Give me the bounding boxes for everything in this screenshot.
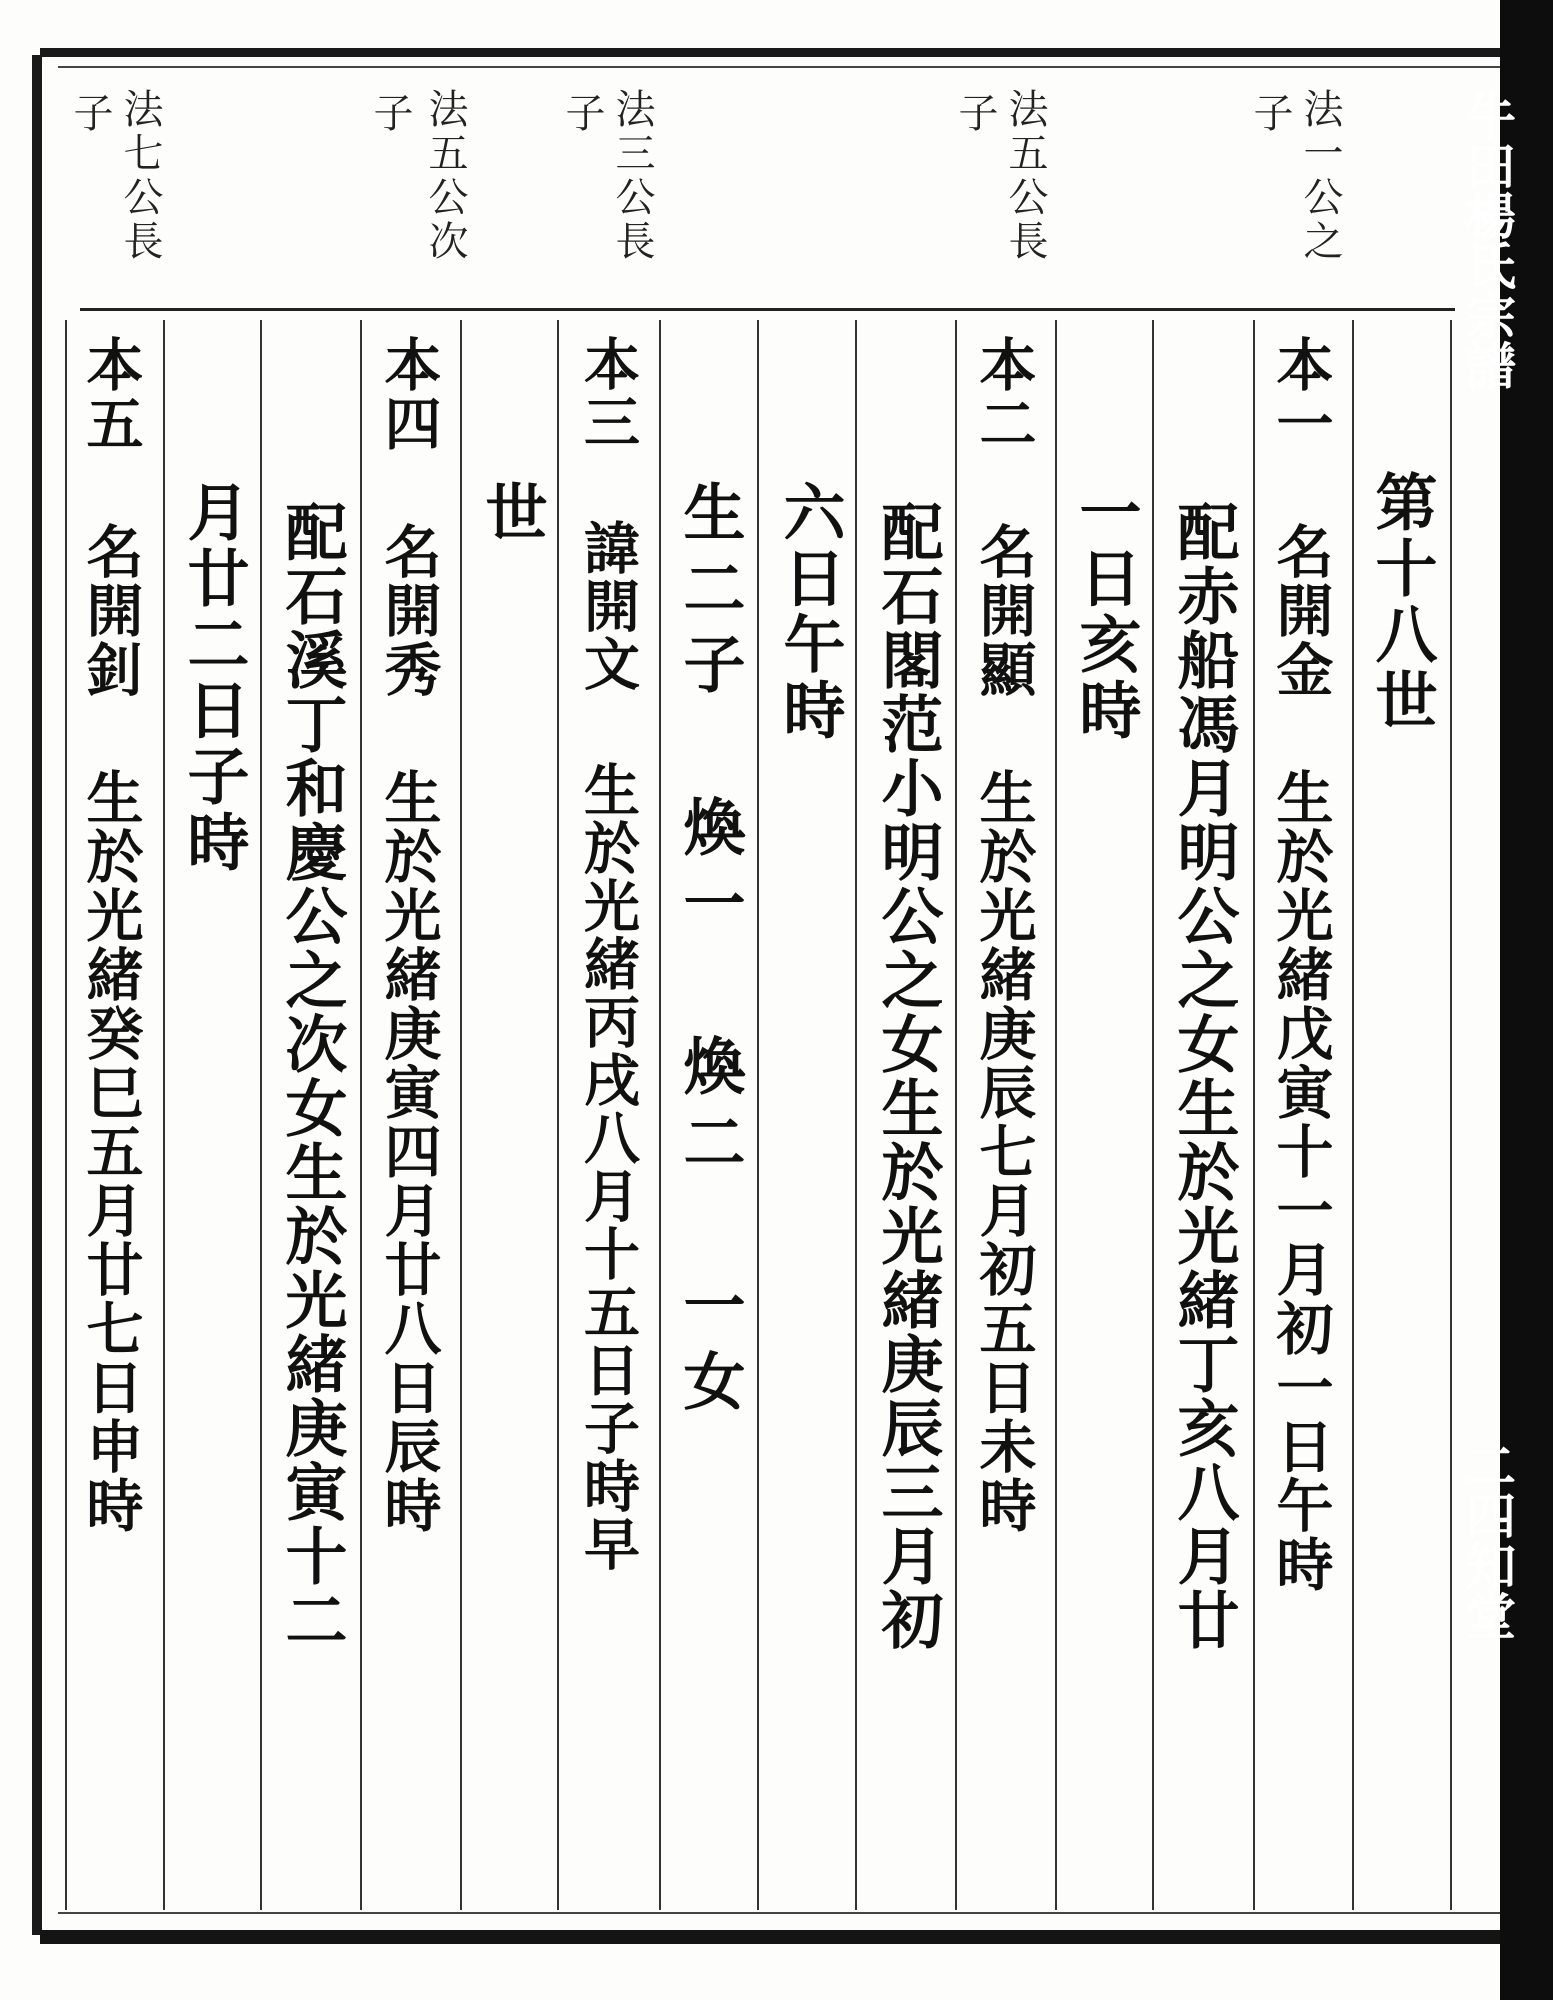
header-cell-5: 法七公長	[117, 88, 163, 264]
column-rule	[757, 320, 759, 1910]
entry-column: 本五 名開釗 生於光緒癸巳五月廿七日申時	[77, 335, 144, 1535]
column-rule	[1055, 320, 1057, 1910]
column-rule	[659, 320, 661, 1910]
inner-top-rule	[58, 66, 1508, 68]
header-cell-2-son: 子	[952, 92, 998, 132]
header-cell-3-son: 子	[559, 92, 605, 132]
column-rule	[260, 320, 262, 1910]
column-rule	[1352, 320, 1354, 1910]
inner-bottom-rule	[58, 1912, 1508, 1914]
column-rule	[163, 320, 165, 1910]
column-rule	[360, 320, 362, 1910]
frame-top-border	[40, 48, 1510, 57]
entry-column: 本三 諱開文 生於光緒丙戌八月十五日子時早	[575, 335, 641, 1573]
header-cell-3: 法三公長	[609, 88, 655, 264]
column-rule	[1253, 320, 1255, 1910]
column-rule	[1152, 320, 1154, 1910]
column-rule	[65, 320, 67, 1910]
entry-column: 配石閣范小明公之女生於光緒庚辰三月初	[871, 500, 944, 1652]
generation-heading: 第十八世	[1365, 470, 1438, 734]
header-cell-5-son: 子	[67, 92, 113, 132]
entry-column: 本二 名開顯 生於光緒庚辰七月初五日未時	[970, 335, 1037, 1535]
header-divider	[80, 308, 1455, 311]
entry-column: 配石溪丁和慶公之次女生於光緒庚寅十二	[275, 500, 348, 1652]
column-rule	[557, 320, 559, 1910]
header-cell-4: 法五公次	[422, 88, 468, 264]
entry-column: 一日亥時	[1069, 480, 1142, 744]
entry-column: 本四 名開秀 生於光緒庚寅四月廿八日辰時	[375, 335, 442, 1535]
header-cell-4-son: 子	[367, 92, 413, 132]
hall-name-edge: 二四知堂	[1458, 1440, 1517, 1640]
entry-column: 世	[475, 480, 548, 546]
header-cell-1: 法一公之	[1297, 88, 1343, 264]
header-cell-2: 法五公長	[1002, 88, 1048, 264]
column-rule	[855, 320, 857, 1910]
frame-left-border	[32, 55, 42, 1935]
entry-column: 本一 名開金 生於光緒戊寅十一月初一日午時	[1267, 335, 1334, 1594]
column-rule	[955, 320, 957, 1910]
entry-column: 月廿二日子時	[177, 480, 250, 876]
column-rule	[1450, 320, 1452, 1910]
frame-bottom-border	[40, 1930, 1510, 1944]
entry-column: 生二子 煥一 煥二 一女	[673, 480, 746, 1425]
header-cell-1-son: 子	[1247, 92, 1293, 132]
book-title-edge: 牛田楊氏宗譜	[1458, 90, 1517, 390]
column-rule	[460, 320, 462, 1910]
entry-column: 配赤船馮月明公之女生於光緒丁亥八月廿	[1167, 500, 1240, 1652]
entry-column: 六日午時	[773, 480, 846, 744]
